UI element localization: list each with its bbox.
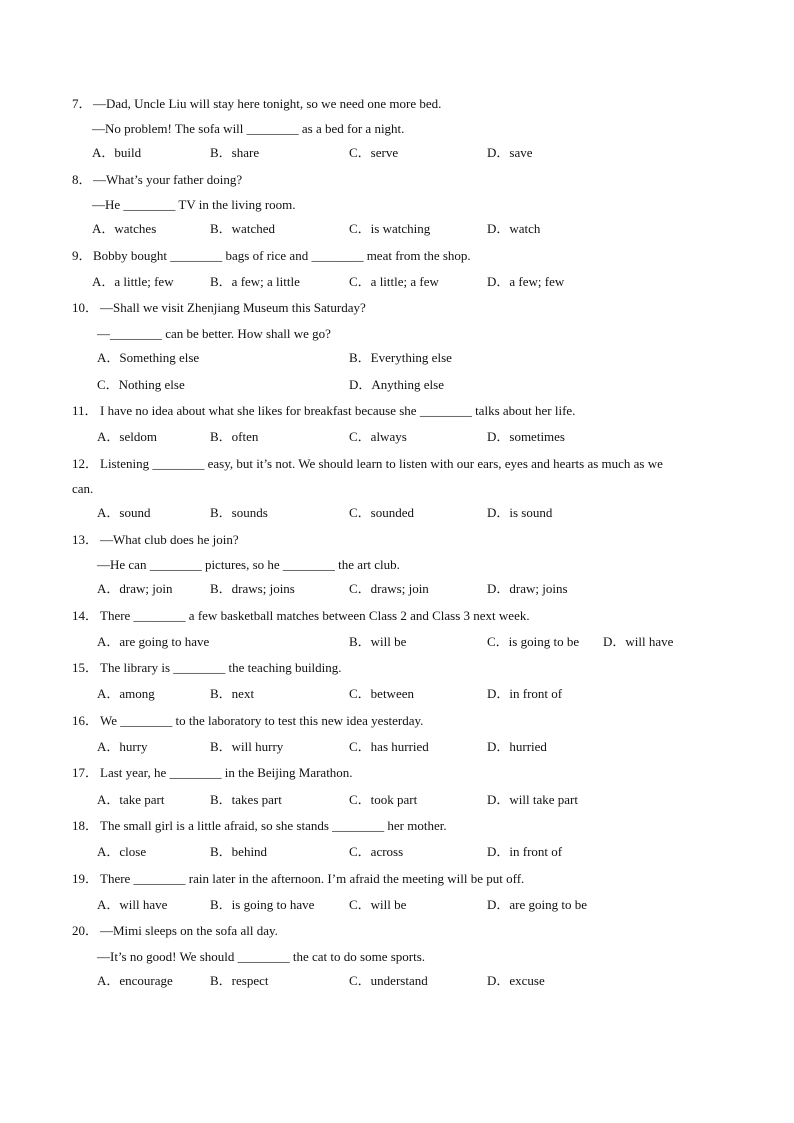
question-stem-line: We ________ to the laboratory to test this new idea yesterday. — [100, 713, 424, 728]
answer-option[interactable]: A．Something else — [97, 350, 200, 365]
question-number: 15． — [72, 660, 99, 675]
answer-option[interactable]: C．serve — [349, 145, 399, 160]
answer-option[interactable]: D．excuse — [487, 973, 545, 988]
answer-option[interactable]: D．draw; joins — [487, 581, 568, 596]
answer-option[interactable]: A．close — [97, 844, 147, 859]
answer-option[interactable]: D．a few; few — [487, 274, 565, 289]
answer-option[interactable]: D．Anything else — [349, 377, 444, 392]
answer-option[interactable]: D．hurried — [487, 739, 547, 754]
question-number: 10． — [72, 300, 99, 315]
question-stem-line: There ________ rain later in the afternoon. I’m afraid the meeting will be put off. — [100, 871, 525, 886]
answer-option[interactable]: A．draw; join — [97, 581, 173, 596]
answer-option[interactable]: A．will have — [97, 897, 168, 912]
answer-option[interactable]: D．sometimes — [487, 429, 565, 444]
question-stem-line: —What’s your father doing? — [93, 172, 243, 187]
answer-option[interactable]: C．took part — [349, 792, 418, 807]
question-number: 17． — [72, 765, 99, 780]
answer-option[interactable]: A．among — [97, 686, 155, 701]
question-number: 12． — [72, 456, 99, 471]
question-number: 8． — [72, 172, 92, 187]
answer-option[interactable]: C．sounded — [349, 505, 415, 520]
answer-option[interactable]: A．a little; few — [92, 274, 174, 289]
answer-option[interactable]: C．Nothing else — [97, 377, 185, 392]
question-number: 7． — [72, 96, 92, 111]
answer-option[interactable]: C．always — [349, 429, 407, 444]
question-stem-line: —No problem! The sofa will ________ as a bed for a night. — [92, 121, 405, 136]
question-number: 20． — [72, 923, 99, 938]
answer-option[interactable]: A．sound — [97, 505, 151, 520]
answer-option[interactable]: B．will be — [349, 634, 407, 649]
question-stem-line: I have no idea about what she likes for breakfast because she ________ talks about her life. — [100, 403, 576, 418]
question-stem-line: —________ can be better. How shall we go? — [97, 326, 331, 341]
answer-option[interactable]: B．sounds — [210, 505, 268, 520]
answer-option[interactable]: C．is watching — [349, 221, 431, 236]
answer-option[interactable]: B．behind — [210, 844, 268, 859]
question-stem-line: can. — [72, 481, 94, 496]
answer-option[interactable]: D．save — [487, 145, 533, 160]
answer-option[interactable]: A．encourage — [97, 973, 173, 988]
answer-option[interactable]: A．take part — [97, 792, 165, 807]
question-stem-line: Last year, he ________ in the Beijing Marathon. — [100, 765, 353, 780]
answer-option[interactable]: B．Everything else — [349, 350, 452, 365]
answer-option[interactable]: B．will hurry — [210, 739, 284, 754]
answer-option[interactable]: A．hurry — [97, 739, 148, 754]
answer-option[interactable]: A．seldom — [97, 429, 157, 444]
answer-option[interactable]: D．is sound — [487, 505, 553, 520]
answer-option[interactable]: C．understand — [349, 973, 428, 988]
question-number: 19． — [72, 871, 99, 886]
answer-option[interactable]: A．watches — [92, 221, 157, 236]
answer-option[interactable]: C．is going to be — [487, 634, 580, 649]
question-stem-line: Bobby bought ________ bags of rice and ________ meat from the shop. — [93, 248, 471, 263]
answer-option[interactable]: C．across — [349, 844, 404, 859]
question-stem-line: —Shall we visit Zhenjiang Museum this Saturday? — [100, 300, 366, 315]
question-stem-line: —It’s no good! We should ________ the cat to do some sports. — [97, 949, 426, 964]
answer-option[interactable]: A．build — [92, 145, 142, 160]
question-number: 9． — [72, 248, 92, 263]
answer-option[interactable]: D．will have — [603, 634, 674, 649]
question-stem-line: —What club does he join? — [100, 532, 239, 547]
answer-option[interactable]: B．draws; joins — [210, 581, 295, 596]
answer-option[interactable]: D．will take part — [487, 792, 578, 807]
answer-option[interactable]: C．has hurried — [349, 739, 429, 754]
answer-option[interactable]: D．in front of — [487, 686, 563, 701]
question-stem-line: There ________ a few basketball matches between Class 2 and Class 3 next week. — [100, 608, 530, 623]
question-stem-line: Listening ________ easy, but it’s not. We should learn to listen with our ears, eyes and hearts as much as we — [100, 456, 663, 471]
question-stem-line: —He ________ TV in the living room. — [92, 197, 296, 212]
question-number: 11． — [72, 403, 98, 418]
question-number: 18． — [72, 818, 99, 833]
answer-option[interactable]: C．will be — [349, 897, 407, 912]
question-stem-line: —He can ________ pictures, so he ________ the art club. — [97, 557, 400, 572]
question-stem-line: —Mimi sleeps on the sofa all day. — [100, 923, 278, 938]
question-stem-line: —Dad, Uncle Liu will stay here tonight, so we need one more bed. — [93, 96, 442, 111]
answer-option[interactable]: B．a few; a little — [210, 274, 300, 289]
question-number: 14． — [72, 608, 99, 623]
question-stem-line: The library is ________ the teaching building. — [100, 660, 342, 675]
answer-option[interactable]: B．takes part — [210, 792, 282, 807]
question-stem-line: The small girl is a little afraid, so she stands ________ her mother. — [100, 818, 447, 833]
answer-option[interactable]: B．share — [210, 145, 260, 160]
answer-option[interactable]: B．next — [210, 686, 255, 701]
question-number: 13． — [72, 532, 99, 547]
answer-option[interactable]: B．often — [210, 429, 259, 444]
answer-option[interactable]: C．between — [349, 686, 414, 701]
answer-option[interactable]: C．a little; a few — [349, 274, 439, 289]
answer-option[interactable]: D．are going to be — [487, 897, 588, 912]
answer-option[interactable]: B．is going to have — [210, 897, 315, 912]
answer-option[interactable]: B．respect — [210, 973, 269, 988]
question-number: 16． — [72, 713, 99, 728]
answer-option[interactable]: C．draws; join — [349, 581, 429, 596]
answer-option[interactable]: B．watched — [210, 221, 275, 236]
answer-option[interactable]: A．are going to have — [97, 634, 210, 649]
answer-option[interactable]: D．in front of — [487, 844, 563, 859]
answer-option[interactable]: D．watch — [487, 221, 541, 236]
